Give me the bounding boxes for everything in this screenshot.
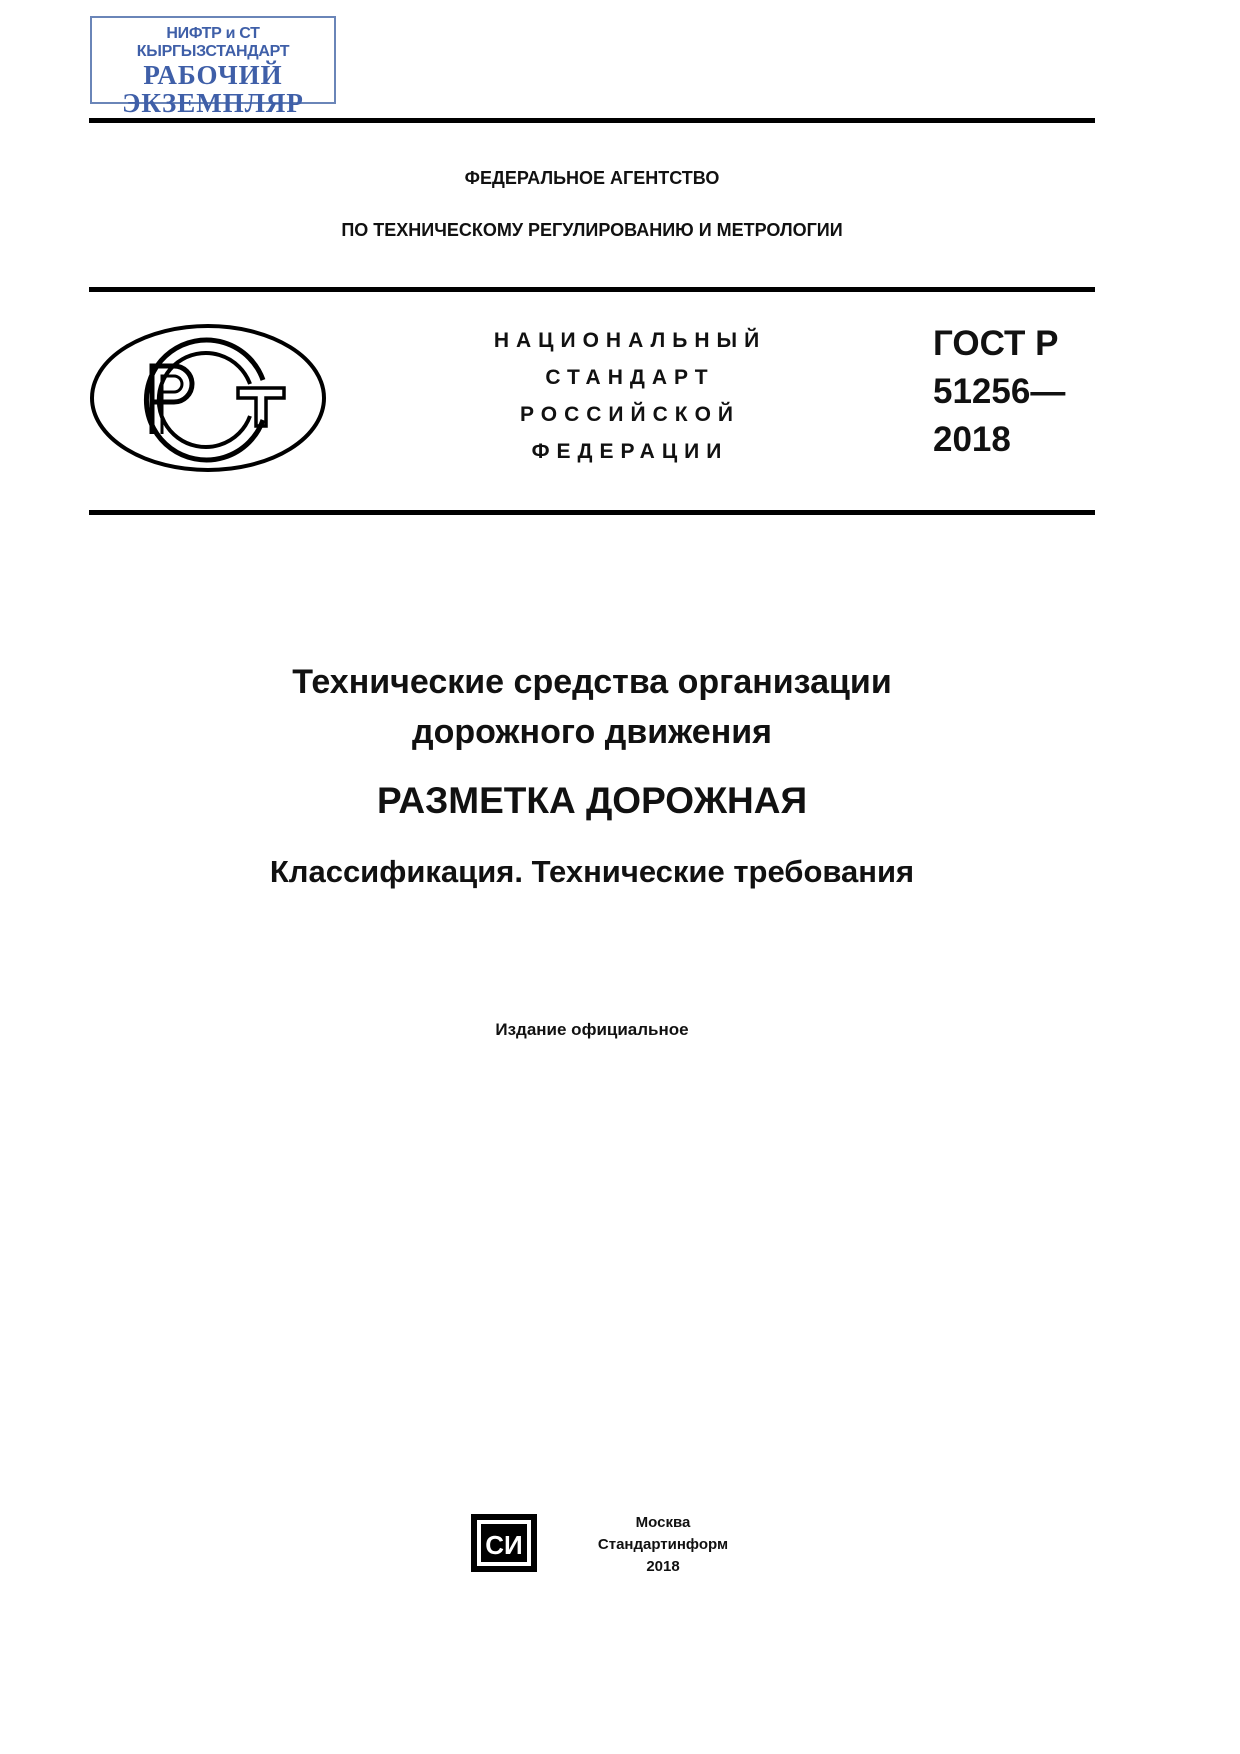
- title-line-1: Технические средства организации: [292, 663, 892, 701]
- publisher-year: 2018: [646, 1558, 680, 1575]
- title-line-2: дорожного движения: [411, 713, 772, 751]
- stamp-working: РАБОЧИЙ: [143, 60, 283, 90]
- national-standard-line-1: НАЦИОНАЛЬНЫЙ: [493, 329, 767, 352]
- gost-designation-line-3: 2018: [933, 420, 1011, 459]
- publisher-name: Стандартинформ: [597, 1536, 729, 1553]
- publisher-city: Москва: [635, 1514, 691, 1531]
- stamp-copy: ЭКЗЕМПЛЯР: [122, 88, 304, 118]
- standartinform-logo-icon: [469, 1512, 539, 1574]
- national-standard-block: [440, 322, 820, 470]
- national-standard-line-2: СТАНДАРТ: [545, 366, 715, 389]
- working-copy-stamp: [90, 16, 336, 118]
- edition-note: Издание официальное: [495, 1020, 689, 1039]
- top-rule: [89, 118, 1095, 123]
- publisher-block: [596, 1512, 730, 1578]
- gost-designation: [933, 320, 1065, 464]
- national-standard-line-4: ФЕДЕРАЦИИ: [531, 440, 729, 463]
- rst-logo-icon: [88, 322, 328, 474]
- gost-designation-line-2: 51256—: [933, 372, 1066, 411]
- agency-line-1: ФЕДЕРАЛЬНОЕ АГЕНТСТВО: [464, 168, 720, 188]
- publisher-logo-letters: СИ: [485, 1530, 523, 1560]
- main-title: РАЗМЕТКА ДОРОЖНАЯ: [376, 780, 808, 821]
- gost-designation-line-1: ГОСТ Р: [933, 324, 1059, 363]
- agency-line-2: ПО ТЕХНИЧЕСКОМУ РЕГУЛИРОВАНИЮ И МЕТРОЛОГИИ: [341, 220, 843, 240]
- header-bottom-rule: [89, 510, 1095, 515]
- stamp-organization: НИФТР и СТ КЫРГЫЗСТАНДАРТ: [136, 25, 290, 60]
- national-standard-line-3: РОССИЙСКОЙ: [520, 403, 740, 426]
- subtitle: Классификация. Технические требования: [269, 854, 915, 889]
- header-rule: [89, 287, 1095, 292]
